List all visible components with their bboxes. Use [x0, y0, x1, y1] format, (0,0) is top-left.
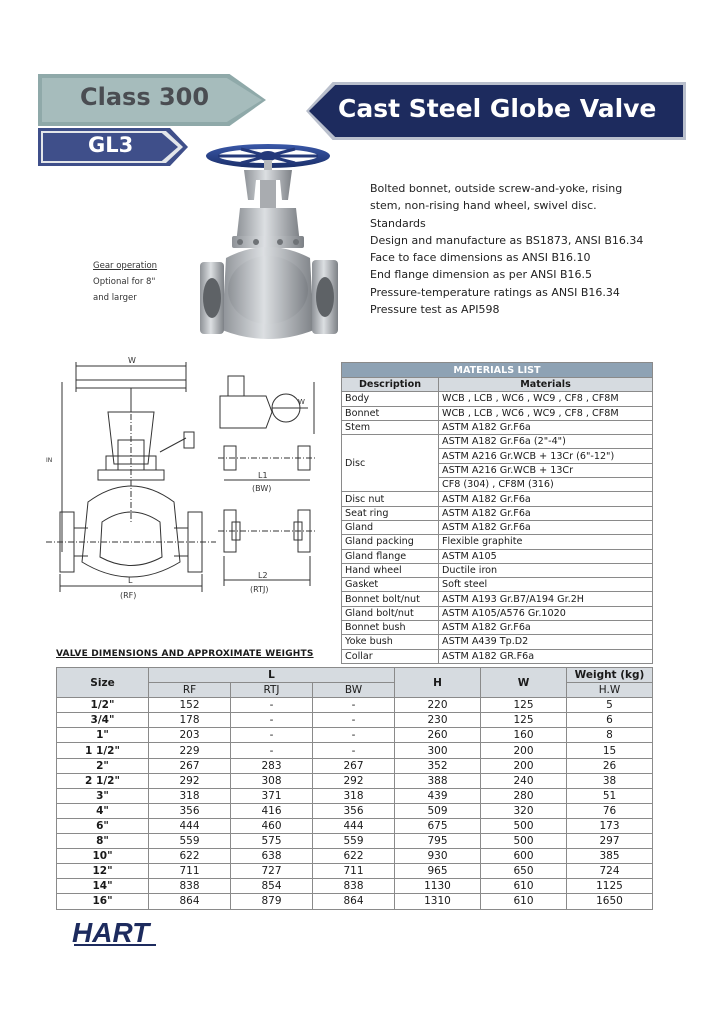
- technical-drawing: [36, 352, 336, 612]
- col-w: W: [481, 668, 567, 698]
- part-name: Yoke bush: [342, 635, 439, 649]
- cell-h: 300: [395, 743, 481, 758]
- cell-h: 388: [395, 773, 481, 788]
- part-material: ASTM A182 Gr.F6a: [439, 492, 653, 506]
- cell-l-rf: 444: [149, 818, 231, 833]
- part-material: CF8 (304) , CF8M (316): [439, 478, 653, 492]
- cell-l-rf: 838: [149, 879, 231, 894]
- part-material: ASTM A439 Tp.D2: [439, 635, 653, 649]
- cell-l-bw: 864: [313, 894, 395, 909]
- description-line: Pressure-temperature ratings as ANSI B16.34: [370, 285, 620, 299]
- table-row: [342, 592, 653, 606]
- logo-text: HART: [72, 917, 150, 948]
- side-dim-label-w: W: [298, 398, 305, 406]
- cell-size: 1/2": [57, 698, 149, 713]
- cell-w: 200: [481, 758, 567, 773]
- part-material: ASTM A216 Gr.WCB + 13Cr: [439, 463, 653, 477]
- dim-label-rtj: (RTJ): [250, 585, 269, 594]
- cell-weight-hw: 5: [567, 698, 653, 713]
- cell-h: 260: [395, 728, 481, 743]
- cell-weight-hw: 6: [567, 713, 653, 728]
- cell-h: 965: [395, 864, 481, 879]
- part-material: Flexible graphite: [439, 535, 653, 549]
- col-size: Size: [57, 668, 149, 698]
- cell-l-bw: 318: [313, 788, 395, 803]
- valve-photo: [196, 140, 366, 352]
- dimensions-heading: VALVE DIMENSIONS AND APPROXIMATE WEIGHTS: [56, 649, 314, 659]
- cell-w: 650: [481, 864, 567, 879]
- cell-l-rf: 711: [149, 864, 231, 879]
- description-line: End flange dimension as per ANSI B16.5: [370, 268, 593, 282]
- cell-l-rf: 559: [149, 834, 231, 849]
- cell-l-bw: -: [313, 698, 395, 713]
- part-name: Bonnet: [342, 406, 439, 420]
- title-banner: [306, 82, 686, 140]
- part-name: Gland: [342, 520, 439, 534]
- gear-operation-note: [93, 258, 157, 306]
- cell-w: 240: [481, 773, 567, 788]
- cell-w: 610: [481, 894, 567, 909]
- cell-weight-hw: 1650: [567, 894, 653, 909]
- part-material: ASTM A193 Gr.B7/A194 Gr.2H: [439, 592, 653, 606]
- col-h: H: [395, 668, 481, 698]
- gear-note-line: and larger: [93, 293, 137, 303]
- cell-weight-hw: 724: [567, 864, 653, 879]
- dim-label-l2: L2: [258, 571, 268, 580]
- cell-l-bw: 711: [313, 864, 395, 879]
- cell-l-bw: 356: [313, 803, 395, 818]
- table-row: [57, 728, 653, 743]
- cell-w: 500: [481, 818, 567, 833]
- cell-l-rtj: 727: [231, 864, 313, 879]
- table-row: [57, 849, 653, 864]
- cell-l-rf: 356: [149, 803, 231, 818]
- cell-size: 2 1/2": [57, 773, 149, 788]
- part-material: WCB , LCB , WC6 , WC9 , CF8 , CF8M: [439, 406, 653, 420]
- cell-l-rtj: 638: [231, 849, 313, 864]
- dim-label-rf: (RF): [120, 591, 137, 600]
- part-name: Seat ring: [342, 506, 439, 520]
- model-code: GL3: [88, 133, 134, 157]
- col-rtj: RTJ: [231, 683, 313, 698]
- cell-l-rf: 203: [149, 728, 231, 743]
- gear-note-heading: Gear operation: [93, 261, 158, 271]
- cell-size: 8": [57, 834, 149, 849]
- cell-l-rtj: 460: [231, 818, 313, 833]
- table-row: [57, 818, 653, 833]
- part-material: Ductile iron: [439, 563, 653, 577]
- materials-title: MATERIALS LIST: [342, 363, 653, 378]
- cell-h: 1130: [395, 879, 481, 894]
- materials-col-materials: Materials: [439, 378, 653, 392]
- part-name: Bonnet bush: [342, 621, 439, 635]
- cell-size: 6": [57, 818, 149, 833]
- cell-weight-hw: 1125: [567, 879, 653, 894]
- cell-size: 4": [57, 803, 149, 818]
- cell-size: 1 1/2": [57, 743, 149, 758]
- cell-h: 930: [395, 849, 481, 864]
- table-row: [342, 649, 653, 663]
- table-row: [342, 406, 653, 420]
- cell-l-rf: 152: [149, 698, 231, 713]
- cell-size: 16": [57, 894, 149, 909]
- table-row: [342, 535, 653, 549]
- part-material: ASTM A216 Gr.WCB + 13Cr (6"-12"): [439, 449, 653, 463]
- cell-w: 320: [481, 803, 567, 818]
- cell-l-rf: 622: [149, 849, 231, 864]
- cell-weight-hw: 385: [567, 849, 653, 864]
- cell-size: 10": [57, 849, 149, 864]
- cell-l-bw: -: [313, 743, 395, 758]
- cell-l-bw: 838: [313, 879, 395, 894]
- table-row: [57, 743, 653, 758]
- part-material: ASTM A182 Gr.F6a: [439, 621, 653, 635]
- description-line: Pressure test as API598: [370, 303, 500, 317]
- cell-l-rf: 292: [149, 773, 231, 788]
- part-material: ASTM A105/A576 Gr.1020: [439, 606, 653, 620]
- table-row: [342, 578, 653, 592]
- col-weight: Weight (kg): [567, 668, 653, 683]
- cell-weight-hw: 51: [567, 788, 653, 803]
- cell-size: 2": [57, 758, 149, 773]
- cell-l-rtj: -: [231, 728, 313, 743]
- cell-h: 675: [395, 818, 481, 833]
- cell-weight-hw: 15: [567, 743, 653, 758]
- cell-l-rtj: 416: [231, 803, 313, 818]
- col-l: L: [149, 668, 395, 683]
- cell-l-rf: 318: [149, 788, 231, 803]
- table-row: [57, 758, 653, 773]
- cell-h: 439: [395, 788, 481, 803]
- cell-h: 220: [395, 698, 481, 713]
- cell-w: 280: [481, 788, 567, 803]
- part-name: Bonnet bolt/nut: [342, 592, 439, 606]
- cell-h: 1310: [395, 894, 481, 909]
- cell-w: 200: [481, 743, 567, 758]
- part-material: WCB , LCB , WC6 , WC9 , CF8 , CF8M: [439, 392, 653, 406]
- cell-l-bw: 292: [313, 773, 395, 788]
- cell-size: 1": [57, 728, 149, 743]
- part-material: ASTM A182 Gr.F6a: [439, 420, 653, 434]
- materials-table: [341, 362, 653, 664]
- description-line: Bolted bonnet, outside screw-and-yoke, rising: [370, 182, 623, 195]
- cell-l-rf: 229: [149, 743, 231, 758]
- cell-l-bw: 559: [313, 834, 395, 849]
- description-line: Standards: [370, 216, 426, 230]
- cell-l-rtj: 371: [231, 788, 313, 803]
- part-name: Disc nut: [342, 492, 439, 506]
- cell-size: 3": [57, 788, 149, 803]
- dim-label-l: L: [128, 576, 133, 585]
- product-description: [370, 180, 643, 318]
- table-row: [342, 435, 653, 449]
- part-name: Stem: [342, 420, 439, 434]
- materials-col-description: Description: [342, 378, 439, 392]
- cell-l-rtj: 879: [231, 894, 313, 909]
- part-name: Body: [342, 392, 439, 406]
- cell-size: 12": [57, 864, 149, 879]
- table-row: [342, 606, 653, 620]
- description-line: Face to face dimensions as ANSI B16.10: [370, 251, 591, 265]
- cell-h: 795: [395, 834, 481, 849]
- cell-weight-hw: 173: [567, 818, 653, 833]
- part-material: ASTM A182 Gr.F6a (2"-4"): [439, 435, 653, 449]
- cell-weight-hw: 38: [567, 773, 653, 788]
- dim-label-w: W: [128, 356, 136, 365]
- table-row: [342, 635, 653, 649]
- part-material: ASTM A182 Gr.F6a: [439, 520, 653, 534]
- table-row: [342, 520, 653, 534]
- dim-label-bw: (BW): [252, 484, 272, 493]
- table-row: [57, 879, 653, 894]
- hart-logo: [70, 914, 160, 948]
- part-name: Gland bolt/nut: [342, 606, 439, 620]
- table-row: [342, 506, 653, 520]
- cell-w: 125: [481, 713, 567, 728]
- description-line: Design and manufacture as BS1873, ANSI B16.34: [370, 233, 644, 247]
- product-title: Cast Steel Globe Valve: [338, 94, 657, 123]
- cell-l-rf: 267: [149, 758, 231, 773]
- table-row: [342, 492, 653, 506]
- table-row: [342, 420, 653, 434]
- class-banner: [38, 74, 266, 126]
- dim-label-h: IN: [46, 457, 53, 464]
- model-banner: [38, 128, 188, 166]
- table-row: [57, 894, 653, 909]
- cell-h: 509: [395, 803, 481, 818]
- table-row: [342, 621, 653, 635]
- cell-weight-hw: 26: [567, 758, 653, 773]
- cell-size: 14": [57, 879, 149, 894]
- cell-l-rtj: -: [231, 743, 313, 758]
- cell-l-rtj: 283: [231, 758, 313, 773]
- col-rf: RF: [149, 683, 231, 698]
- cell-w: 160: [481, 728, 567, 743]
- part-material: ASTM A182 Gr.F6a: [439, 506, 653, 520]
- table-row: [57, 834, 653, 849]
- table-row: [57, 788, 653, 803]
- cell-size: 3/4": [57, 713, 149, 728]
- part-name: Gasket: [342, 578, 439, 592]
- cell-w: 600: [481, 849, 567, 864]
- dimensions-table: [56, 667, 653, 910]
- gear-note-line: Optional for 8": [93, 277, 156, 287]
- cell-l-bw: 267: [313, 758, 395, 773]
- class-label: Class 300: [80, 83, 210, 111]
- cell-weight-hw: 297: [567, 834, 653, 849]
- part-name: Gland flange: [342, 549, 439, 563]
- cell-l-bw: -: [313, 728, 395, 743]
- table-row: [57, 803, 653, 818]
- dim-label-l1: L1: [258, 471, 268, 480]
- cell-w: 610: [481, 879, 567, 894]
- table-row: [57, 698, 653, 713]
- cell-l-bw: 622: [313, 849, 395, 864]
- cell-weight-hw: 8: [567, 728, 653, 743]
- part-material: ASTM A105: [439, 549, 653, 563]
- table-row: [342, 563, 653, 577]
- table-row: [342, 392, 653, 406]
- cell-weight-hw: 76: [567, 803, 653, 818]
- cell-l-rtj: 575: [231, 834, 313, 849]
- table-row: [57, 773, 653, 788]
- cell-l-bw: 444: [313, 818, 395, 833]
- part-material: ASTM A182 GR.F6a: [439, 649, 653, 663]
- table-row: [57, 864, 653, 879]
- cell-l-rtj: -: [231, 713, 313, 728]
- col-hw: H.W: [567, 683, 653, 698]
- part-name-disc: Disc: [342, 435, 439, 492]
- cell-l-rtj: 854: [231, 879, 313, 894]
- table-row: [57, 713, 653, 728]
- cell-l-rf: 864: [149, 894, 231, 909]
- cell-h: 230: [395, 713, 481, 728]
- part-material: Soft steel: [439, 578, 653, 592]
- part-name: Collar: [342, 649, 439, 663]
- cell-h: 352: [395, 758, 481, 773]
- part-name: Gland packing: [342, 535, 439, 549]
- cell-l-bw: -: [313, 713, 395, 728]
- part-name: Hand wheel: [342, 563, 439, 577]
- cell-w: 125: [481, 698, 567, 713]
- cell-l-rtj: 308: [231, 773, 313, 788]
- cell-l-rf: 178: [149, 713, 231, 728]
- col-bw: BW: [313, 683, 395, 698]
- cell-l-rtj: -: [231, 698, 313, 713]
- description-line: stem, non-rising hand wheel, swivel disc.: [370, 199, 597, 213]
- table-row: [342, 549, 653, 563]
- cell-w: 500: [481, 834, 567, 849]
